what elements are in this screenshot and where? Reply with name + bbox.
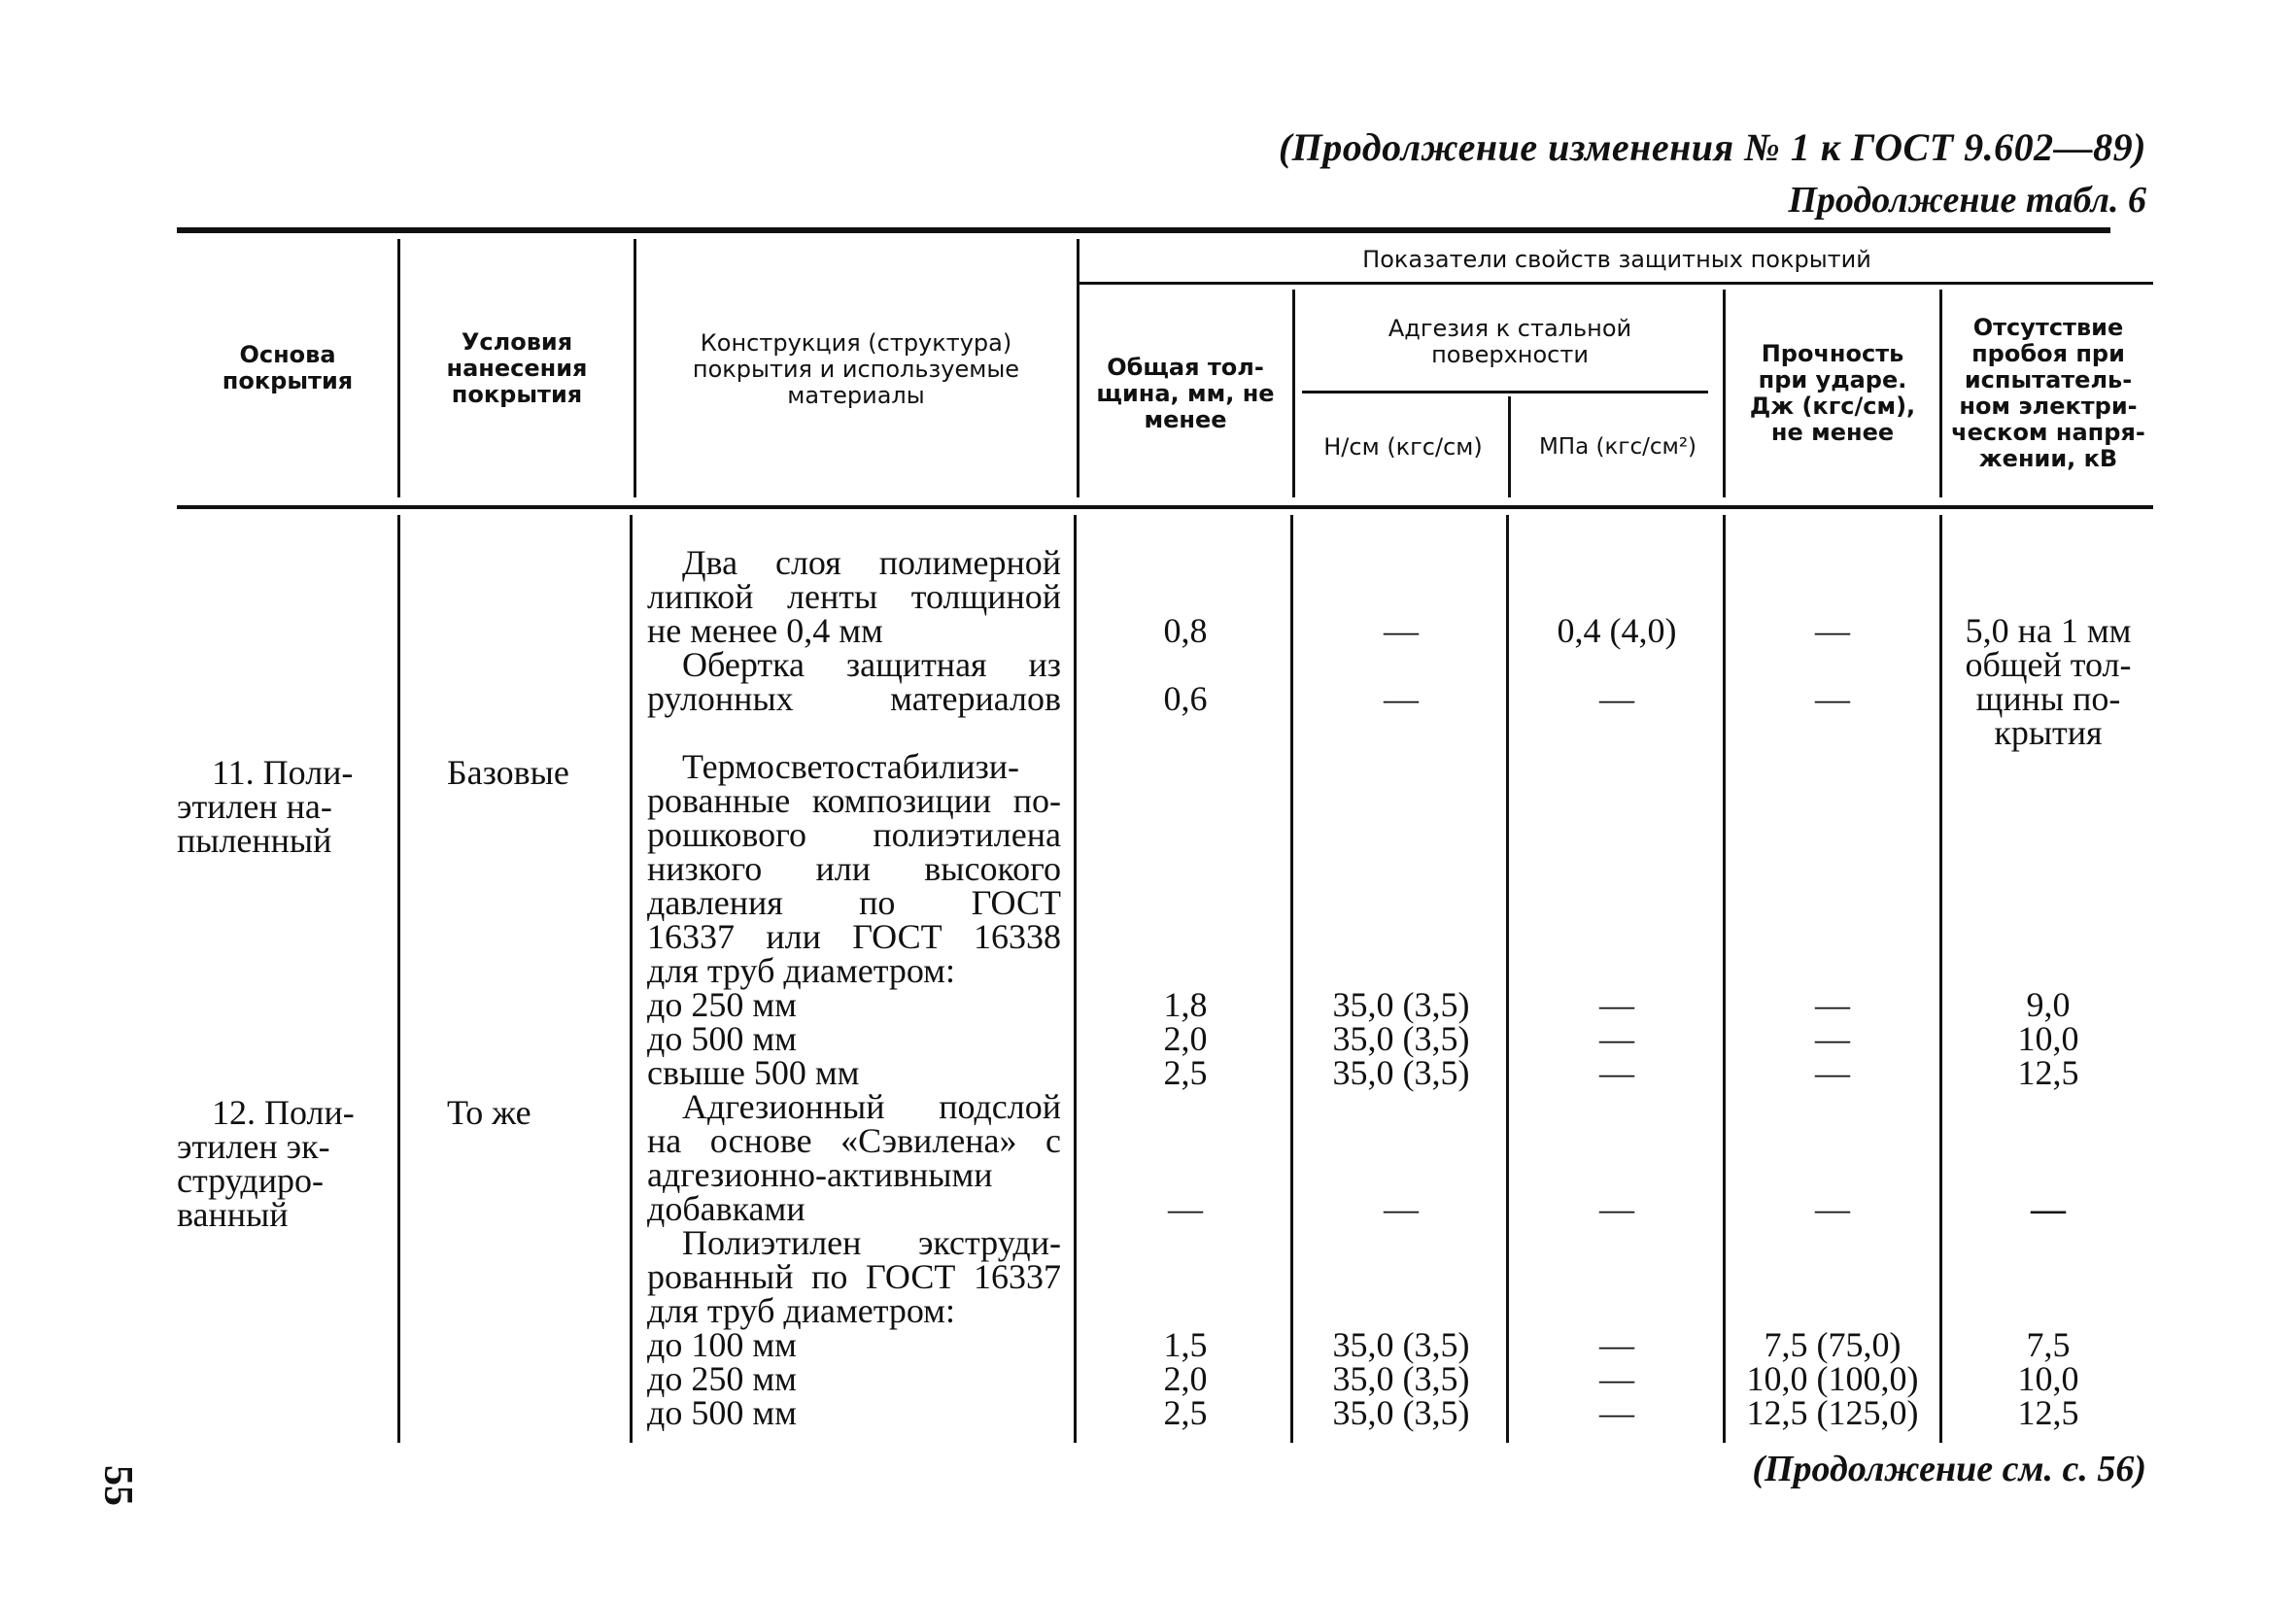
thickness-value: 2,0 — [1163, 1019, 1208, 1058]
breakdown-value: — — [2031, 1189, 2066, 1228]
construction-line: до 100 мм — [647, 1325, 797, 1364]
col-divider-4 — [1292, 290, 1295, 497]
body-col-divider-6 — [1723, 515, 1726, 1443]
thickness-value: 1,8 — [1163, 985, 1208, 1024]
properties-group-rule — [1077, 282, 2153, 285]
construction-line: Обертка защитная из — [682, 645, 1061, 684]
construction-line: Адгезионный подслой — [682, 1087, 1061, 1126]
breakdown-value: 9,0 — [2026, 985, 2071, 1024]
construction-text — [647, 543, 1061, 1432]
thickness-value: 0,6 — [1163, 679, 1208, 718]
adhesion-ncm-value: — — [1384, 611, 1419, 650]
breakdown-value: 5,0 на 1 мм общей тол- щины по- крытия — [1965, 611, 2132, 752]
impact-value: — — [1815, 1189, 1850, 1228]
adhesion-ncm-value: 35,0 (3,5) — [1332, 1359, 1470, 1398]
col-divider-5 — [1508, 396, 1511, 497]
body-col-divider-7 — [1939, 515, 1942, 1443]
base-12: 12. Поли- этилен эк- струдиро- ванный — [177, 1093, 355, 1234]
construction-line: до 250 мм — [647, 1359, 797, 1398]
col-divider-1 — [397, 239, 400, 497]
adhesion-ncm-value: — — [1384, 1189, 1419, 1228]
construction-line: не менее 0,4 мм — [647, 611, 883, 650]
breakdown-value: 10,0 — [2017, 1019, 2079, 1058]
col-divider-6 — [1723, 290, 1726, 497]
header-conditions: Условия нанесения покрытия — [446, 327, 588, 408]
thickness-value: 2,5 — [1163, 1053, 1208, 1092]
adhesion-ncm-value: 35,0 (3,5) — [1332, 985, 1470, 1024]
conditions-11: Базовые — [447, 753, 569, 792]
construction-line: 16337 или ГОСТ 16338 — [647, 917, 1061, 956]
adhesion-ncm-value: — — [1384, 679, 1419, 718]
impact-value: 12,5 (125,0) — [1746, 1393, 1919, 1432]
header-adhesion-mpa: МПа (кгс/см²) — [1538, 433, 1697, 460]
construction-line: рованный по ГОСТ 16337 — [647, 1257, 1061, 1296]
continuation-note: (Продолжение изменения № 1 к ГОСТ 9.602—89) — [1278, 125, 2146, 169]
construction-line: добавками — [647, 1189, 805, 1228]
construction-line: давления по ГОСТ — [647, 883, 1061, 922]
thickness-value: 1,5 — [1163, 1325, 1208, 1364]
header-adhesion-ncm: Н/см (кгс/см) — [1323, 432, 1483, 461]
construction-line: свыше 500 мм — [647, 1053, 860, 1092]
header-construction: Конструкция (структура) покрытия и используемые материалы — [692, 329, 1020, 409]
thickness-value: 0,8 — [1163, 611, 1208, 650]
construction-line — [647, 716, 1061, 750]
adhesion-mpa-value: — — [1599, 985, 1634, 1024]
header-adhesion-group: Адгезия к стальной поверхности — [1388, 315, 1632, 368]
header-properties-group: Показатели свойств защитных покрытий — [1362, 245, 1871, 273]
body-col-divider-5 — [1506, 515, 1509, 1443]
adhesion-ncm-value: 35,0 (3,5) — [1332, 1053, 1470, 1092]
conditions-12: То же — [447, 1093, 531, 1132]
header-base: Основа покрытия — [222, 341, 354, 394]
construction-line: низкого или высокого — [647, 849, 1061, 888]
table-continuation-label: Продолжение табл. 6 — [1788, 180, 2146, 221]
table-top-rule — [177, 227, 2110, 233]
adhesion-ncm-value: 35,0 (3,5) — [1332, 1325, 1470, 1364]
header-bottom-rule — [177, 505, 2153, 509]
col-divider-3 — [1077, 239, 1079, 497]
adhesion-mpa-value: 0,4 (4,0) — [1557, 611, 1677, 650]
continued-note: (Продолжение см. с. 56) — [1752, 1449, 2146, 1489]
page-number: 55 — [95, 1465, 140, 1506]
breakdown-value: 10,0 — [2017, 1359, 2079, 1398]
thickness-value: — — [1168, 1189, 1203, 1228]
col-divider-7 — [1939, 290, 1942, 497]
adhesion-mpa-value: — — [1599, 1325, 1634, 1364]
header-impact: Прочность при ударе. Дж (кгс/см), не менее — [1749, 340, 1916, 446]
impact-value: — — [1815, 1019, 1850, 1058]
body-col-divider-2 — [630, 515, 633, 1443]
construction-line: на основе «Сэвилена» с — [647, 1121, 1061, 1160]
body-col-divider-3 — [1074, 515, 1077, 1443]
header-thickness: Общая тол- щина, мм, не менее — [1096, 353, 1275, 433]
body-col-divider-4 — [1290, 515, 1293, 1443]
col-divider-2 — [634, 239, 636, 497]
breakdown-value: 7,5 — [2026, 1325, 2071, 1364]
impact-value: — — [1815, 679, 1850, 718]
adhesion-mpa-value: — — [1599, 1019, 1634, 1058]
construction-line: до 500 мм — [647, 1393, 797, 1432]
adhesion-mpa-value: — — [1599, 679, 1634, 718]
construction-line: до 250 мм — [647, 985, 797, 1024]
adhesion-ncm-value: 35,0 (3,5) — [1332, 1393, 1470, 1432]
base-11: 11. Поли- этилен на- пыленный — [177, 753, 354, 860]
adhesion-mpa-value: — — [1599, 1359, 1634, 1398]
thickness-value: 2,0 — [1163, 1359, 1208, 1398]
impact-value: — — [1815, 611, 1850, 650]
construction-line: рошкового полиэтилена — [647, 815, 1061, 854]
construction-line: до 500 мм — [647, 1019, 797, 1058]
impact-value: — — [1815, 985, 1850, 1024]
impact-value: 7,5 (75,0) — [1764, 1325, 1902, 1364]
breakdown-value: 12,5 — [2017, 1053, 2079, 1092]
construction-line: Термосветостабилизи- — [682, 747, 1020, 786]
adhesion-group-rule — [1302, 391, 1708, 393]
construction-line: для труб диаметром: — [647, 1291, 955, 1330]
impact-value: — — [1815, 1053, 1850, 1092]
construction-line: Полиэтилен экструди- — [682, 1223, 1061, 1262]
construction-line: липкой ленты толщиной — [647, 577, 1061, 616]
breakdown-value: 12,5 — [2017, 1393, 2079, 1432]
construction-line: рулонных материалов — [647, 679, 1061, 718]
body-col-divider-1 — [397, 515, 400, 1443]
adhesion-ncm-value: 35,0 (3,5) — [1332, 1019, 1470, 1058]
construction-line: рованные композиции по- — [647, 781, 1061, 820]
adhesion-mpa-value: — — [1599, 1189, 1634, 1228]
construction-line: Два слоя полимерной — [682, 543, 1061, 582]
header-breakdown: Отсутствие пробоя при испытатель- ном электри- ческом напря- жении, кВ — [1951, 314, 2145, 472]
impact-value: 10,0 (100,0) — [1746, 1359, 1919, 1398]
construction-line: для труб диаметром: — [647, 951, 955, 990]
adhesion-mpa-value: — — [1599, 1393, 1634, 1432]
adhesion-mpa-value: — — [1599, 1053, 1634, 1092]
construction-line: адгезионно-активными — [647, 1155, 993, 1194]
thickness-value: 2,5 — [1163, 1393, 1208, 1432]
